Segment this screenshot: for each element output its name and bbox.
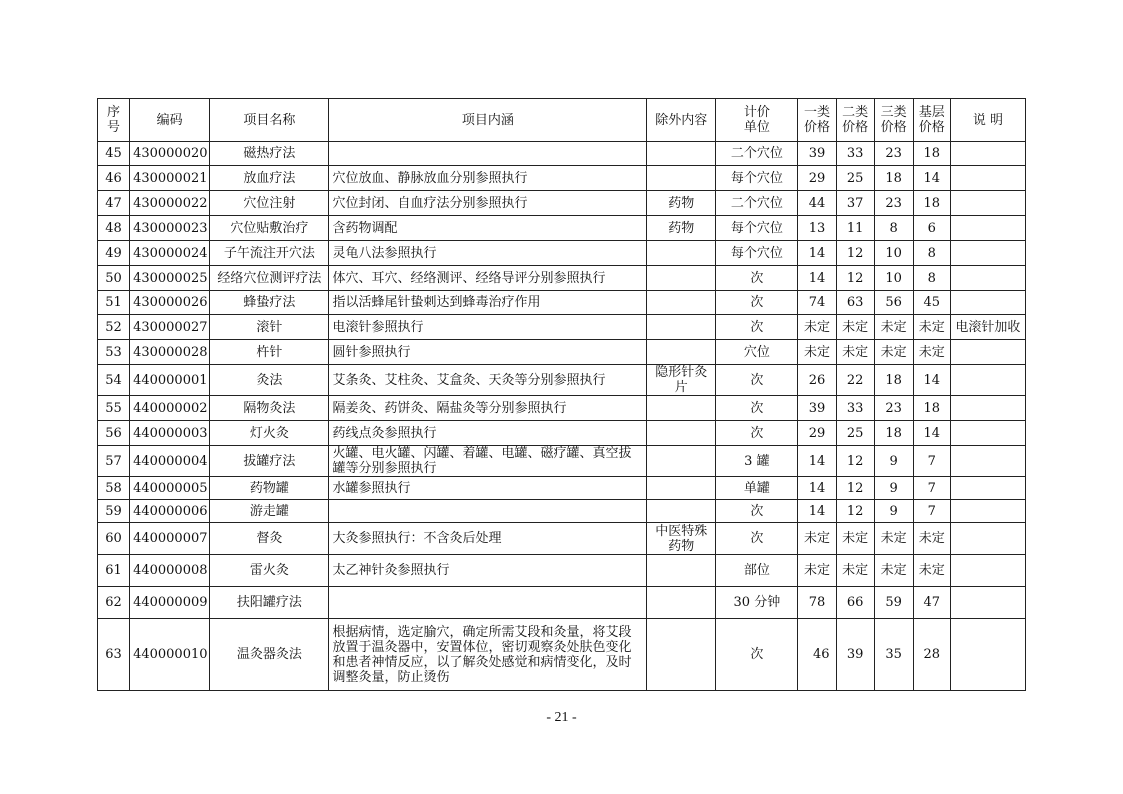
cell-price2: 63 bbox=[836, 291, 874, 315]
cell-name: 隔物灸法 bbox=[210, 396, 329, 421]
cell-price3: 未定 bbox=[874, 315, 913, 340]
cell-price2: 39 bbox=[836, 619, 874, 691]
cell-name: 督灸 bbox=[210, 523, 329, 555]
cell-price2: 33 bbox=[836, 396, 874, 421]
cell-content: 隔姜灸、药饼灸、隔盐灸等分别参照执行 bbox=[329, 396, 647, 421]
table-row bbox=[98, 446, 1026, 477]
cell-content: 含药物调配 bbox=[329, 216, 647, 241]
cell-price3: 9 bbox=[874, 500, 913, 523]
cell-note bbox=[950, 396, 1025, 421]
cell-unit: 次 bbox=[716, 619, 798, 691]
cell-price3: 23 bbox=[874, 396, 913, 421]
cell-content: 灵龟八法参照执行 bbox=[329, 241, 647, 266]
cell-exclude bbox=[647, 266, 716, 291]
cell-exclude bbox=[647, 421, 716, 446]
cell-note bbox=[950, 216, 1025, 241]
header-unit bbox=[716, 99, 798, 142]
cell-base-price: 7 bbox=[913, 446, 950, 477]
cell-code: 440000010 bbox=[130, 619, 210, 691]
cell-exclude: 药物 bbox=[647, 216, 716, 241]
header-base-price bbox=[913, 99, 950, 142]
cell-note: 电滚针加收 bbox=[950, 315, 1025, 340]
cell-price3: 10 bbox=[874, 241, 913, 266]
cell-price1: 未定 bbox=[798, 340, 836, 365]
cell-seq: 61 bbox=[98, 555, 130, 587]
cell-price3: 56 bbox=[874, 291, 913, 315]
cell-code: 430000025 bbox=[130, 266, 210, 291]
cell-code: 440000009 bbox=[130, 587, 210, 619]
cell-code: 430000020 bbox=[130, 142, 210, 166]
cell-code: 430000022 bbox=[130, 191, 210, 216]
cell-name: 雷火灸 bbox=[210, 555, 329, 587]
cell-price1: 26 bbox=[798, 365, 836, 396]
table-row bbox=[98, 555, 1026, 587]
cell-exclude bbox=[647, 340, 716, 365]
cell-unit: 部位 bbox=[716, 555, 798, 587]
header-exclude: 除外内容 bbox=[647, 99, 716, 142]
cell-name: 穴位注射 bbox=[210, 191, 329, 216]
cell-content: 穴位放血、静脉放血分别参照执行 bbox=[329, 166, 647, 191]
cell-note bbox=[950, 142, 1025, 166]
cell-price3: 9 bbox=[874, 446, 913, 477]
cell-code: 440000003 bbox=[130, 421, 210, 446]
cell-price2: 12 bbox=[836, 446, 874, 477]
table-row bbox=[98, 619, 1026, 691]
cell-unit: 次 bbox=[716, 396, 798, 421]
cell-name: 扶阳罐疗法 bbox=[210, 587, 329, 619]
cell-note bbox=[950, 291, 1025, 315]
cell-price1: 14 bbox=[798, 500, 836, 523]
cell-content bbox=[329, 142, 647, 166]
table-row bbox=[98, 191, 1026, 216]
cell-unit: 穴位 bbox=[716, 340, 798, 365]
cell-base-price: 28 bbox=[913, 619, 950, 691]
cell-exclude bbox=[647, 396, 716, 421]
cell-name: 磁热疗法 bbox=[210, 142, 329, 166]
cell-base-price: 8 bbox=[913, 266, 950, 291]
cell-price1: 39 bbox=[798, 396, 836, 421]
cell-code: 440000007 bbox=[130, 523, 210, 555]
cell-seq: 52 bbox=[98, 315, 130, 340]
cell-code: 430000028 bbox=[130, 340, 210, 365]
cell-price1: 39 bbox=[798, 142, 836, 166]
table-row bbox=[98, 396, 1026, 421]
table-header-row bbox=[98, 99, 1026, 142]
cell-seq: 45 bbox=[98, 142, 130, 166]
price-table bbox=[97, 98, 1026, 691]
table-body bbox=[98, 142, 1026, 691]
cell-price3: 18 bbox=[874, 421, 913, 446]
cell-exclude bbox=[647, 315, 716, 340]
cell-price2: 25 bbox=[836, 421, 874, 446]
cell-code: 430000021 bbox=[130, 166, 210, 191]
cell-base-price: 18 bbox=[913, 396, 950, 421]
cell-note bbox=[950, 241, 1025, 266]
table-row bbox=[98, 340, 1026, 365]
cell-price2: 未定 bbox=[836, 315, 874, 340]
cell-exclude bbox=[647, 500, 716, 523]
cell-base-price: 未定 bbox=[913, 555, 950, 587]
header-price2 bbox=[836, 99, 874, 142]
header-price3 bbox=[874, 99, 913, 142]
cell-content: 艾条灸、艾柱灸、艾盒灸、天灸等分别参照执行 bbox=[329, 365, 647, 396]
cell-seq: 57 bbox=[98, 446, 130, 477]
cell-note bbox=[950, 587, 1025, 619]
cell-exclude bbox=[647, 477, 716, 500]
cell-unit: 次 bbox=[716, 523, 798, 555]
cell-note bbox=[950, 421, 1025, 446]
cell-unit: 次 bbox=[716, 365, 798, 396]
cell-base-price: 8 bbox=[913, 241, 950, 266]
header-price3-line1: 三类 bbox=[880, 105, 907, 120]
cell-name: 温灸器灸法 bbox=[210, 619, 329, 691]
header-seq: 序号 bbox=[98, 99, 130, 142]
cell-note bbox=[950, 477, 1025, 500]
cell-base-price: 14 bbox=[913, 166, 950, 191]
cell-exclude bbox=[647, 241, 716, 266]
cell-name: 灸法 bbox=[210, 365, 329, 396]
cell-code: 430000023 bbox=[130, 216, 210, 241]
cell-name: 拔罐疗法 bbox=[210, 446, 329, 477]
cell-price1: 74 bbox=[798, 291, 836, 315]
cell-price2: 未定 bbox=[836, 555, 874, 587]
cell-exclude bbox=[647, 166, 716, 191]
cell-price3: 23 bbox=[874, 142, 913, 166]
cell-price2: 25 bbox=[836, 166, 874, 191]
table-row bbox=[98, 500, 1026, 523]
cell-price3: 59 bbox=[874, 587, 913, 619]
cell-content bbox=[329, 500, 647, 523]
header-unit-line1: 计价 bbox=[743, 105, 770, 120]
header-price1-line1: 一类 bbox=[804, 105, 831, 120]
cell-unit: 次 bbox=[716, 315, 798, 340]
cell-seq: 56 bbox=[98, 421, 130, 446]
cell-price2: 12 bbox=[836, 241, 874, 266]
cell-exclude bbox=[647, 619, 716, 691]
cell-unit: 30 分钟 bbox=[716, 587, 798, 619]
cell-price1: 14 bbox=[798, 446, 836, 477]
cell-content: 指以活蜂尾针蛰刺达到蜂毒治疗作用 bbox=[329, 291, 647, 315]
cell-exclude: 隐形针灸片 bbox=[647, 365, 716, 396]
cell-name: 滚针 bbox=[210, 315, 329, 340]
cell-seq: 50 bbox=[98, 266, 130, 291]
cell-content bbox=[329, 587, 647, 619]
cell-price1: 14 bbox=[798, 266, 836, 291]
cell-price2: 37 bbox=[836, 191, 874, 216]
cell-note bbox=[950, 619, 1025, 691]
cell-price2: 12 bbox=[836, 266, 874, 291]
header-price2-line1: 二类 bbox=[842, 105, 869, 120]
cell-price1: 未定 bbox=[798, 523, 836, 555]
header-base-line1: 基层 bbox=[918, 105, 945, 120]
cell-price1: 44 bbox=[798, 191, 836, 216]
cell-price2: 未定 bbox=[836, 523, 874, 555]
cell-exclude: 中医特殊药物 bbox=[647, 523, 716, 555]
table-row bbox=[98, 523, 1026, 555]
header-price3-line2: 价格 bbox=[880, 120, 907, 135]
cell-content: 穴位封闭、自血疗法分别参照执行 bbox=[329, 191, 647, 216]
cell-exclude bbox=[647, 291, 716, 315]
cell-seq: 54 bbox=[98, 365, 130, 396]
cell-unit: 二个穴位 bbox=[716, 191, 798, 216]
cell-unit: 次 bbox=[716, 291, 798, 315]
cell-base-price: 14 bbox=[913, 365, 950, 396]
table-row bbox=[98, 266, 1026, 291]
cell-price1: 14 bbox=[798, 477, 836, 500]
cell-note bbox=[950, 365, 1025, 396]
cell-base-price: 未定 bbox=[913, 315, 950, 340]
cell-price1: 14 bbox=[798, 241, 836, 266]
cell-price3: 9 bbox=[874, 477, 913, 500]
cell-price2: 12 bbox=[836, 477, 874, 500]
cell-price3: 10 bbox=[874, 266, 913, 291]
cell-price3: 未定 bbox=[874, 523, 913, 555]
cell-price3: 35 bbox=[874, 619, 913, 691]
cell-seq: 59 bbox=[98, 500, 130, 523]
cell-name: 杵针 bbox=[210, 340, 329, 365]
table-row bbox=[98, 142, 1026, 166]
cell-price2: 未定 bbox=[836, 340, 874, 365]
cell-note bbox=[950, 266, 1025, 291]
cell-name: 药物罐 bbox=[210, 477, 329, 500]
cell-exclude bbox=[647, 587, 716, 619]
page-number: - 21 - bbox=[546, 710, 577, 725]
cell-unit: 每个穴位 bbox=[716, 166, 798, 191]
cell-price1: 13 bbox=[798, 216, 836, 241]
cell-seq: 48 bbox=[98, 216, 130, 241]
header-price1-line2: 价格 bbox=[804, 120, 831, 135]
cell-content: 根据病情，选定腧穴，确定所需艾段和灸量，将艾段放置于温灸器中，安置体位，密切观察灸处肤色变化和患者神情反应，以了解灸处感觉和病情变化，及时调整灸量，防止烫伤 bbox=[329, 619, 647, 691]
table-row bbox=[98, 421, 1026, 446]
cell-content: 火罐、电火罐、闪罐、着罐、电罐、磁疗罐、真空拔罐等分别参照执行 bbox=[329, 446, 647, 477]
cell-price3: 8 bbox=[874, 216, 913, 241]
cell-unit: 单罐 bbox=[716, 477, 798, 500]
cell-name: 放血疗法 bbox=[210, 166, 329, 191]
cell-content: 体穴、耳穴、经络测评、经络导评分别参照执行 bbox=[329, 266, 647, 291]
cell-code: 440000002 bbox=[130, 396, 210, 421]
table-row bbox=[98, 315, 1026, 340]
cell-code: 430000024 bbox=[130, 241, 210, 266]
header-code: 编码 bbox=[130, 99, 210, 142]
cell-name: 经络穴位测评疗法 bbox=[210, 266, 329, 291]
cell-seq: 60 bbox=[98, 523, 130, 555]
cell-seq: 58 bbox=[98, 477, 130, 500]
cell-seq: 51 bbox=[98, 291, 130, 315]
cell-code: 430000027 bbox=[130, 315, 210, 340]
cell-name: 子午流注开穴法 bbox=[210, 241, 329, 266]
header-base-line2: 价格 bbox=[918, 120, 945, 135]
cell-content: 水罐参照执行 bbox=[329, 477, 647, 500]
cell-note bbox=[950, 500, 1025, 523]
cell-price1: 未定 bbox=[798, 315, 836, 340]
cell-note bbox=[950, 191, 1025, 216]
cell-base-price: 45 bbox=[913, 291, 950, 315]
cell-price2: 66 bbox=[836, 587, 874, 619]
cell-price1: 29 bbox=[798, 166, 836, 191]
cell-price1: 46 bbox=[798, 619, 836, 691]
cell-seq: 53 bbox=[98, 340, 130, 365]
cell-price3: 未定 bbox=[874, 555, 913, 587]
cell-exclude bbox=[647, 555, 716, 587]
cell-exclude: 药物 bbox=[647, 191, 716, 216]
cell-exclude bbox=[647, 142, 716, 166]
cell-exclude bbox=[647, 446, 716, 477]
cell-note bbox=[950, 166, 1025, 191]
cell-name: 蜂蛰疗法 bbox=[210, 291, 329, 315]
cell-base-price: 6 bbox=[913, 216, 950, 241]
cell-note bbox=[950, 340, 1025, 365]
cell-price1: 29 bbox=[798, 421, 836, 446]
cell-content: 药线点灸参照执行 bbox=[329, 421, 647, 446]
cell-base-price: 未定 bbox=[913, 340, 950, 365]
cell-price3: 未定 bbox=[874, 340, 913, 365]
cell-unit: 次 bbox=[716, 266, 798, 291]
cell-code: 440000006 bbox=[130, 500, 210, 523]
cell-content: 电滚针参照执行 bbox=[329, 315, 647, 340]
cell-unit: 次 bbox=[716, 500, 798, 523]
table-row bbox=[98, 587, 1026, 619]
cell-price1: 78 bbox=[798, 587, 836, 619]
cell-seq: 55 bbox=[98, 396, 130, 421]
cell-base-price: 18 bbox=[913, 191, 950, 216]
cell-base-price: 未定 bbox=[913, 523, 950, 555]
cell-price2: 22 bbox=[836, 365, 874, 396]
table-row bbox=[98, 241, 1026, 266]
header-price1 bbox=[798, 99, 836, 142]
cell-price2: 33 bbox=[836, 142, 874, 166]
cell-note bbox=[950, 555, 1025, 587]
header-name: 项目名称 bbox=[210, 99, 329, 142]
cell-seq: 62 bbox=[98, 587, 130, 619]
header-price2-line2: 价格 bbox=[842, 120, 869, 135]
cell-unit: 次 bbox=[716, 421, 798, 446]
cell-unit: 3 罐 bbox=[716, 446, 798, 477]
cell-name: 穴位贴敷治疗 bbox=[210, 216, 329, 241]
cell-base-price: 7 bbox=[913, 500, 950, 523]
cell-base-price: 7 bbox=[913, 477, 950, 500]
header-unit-line2: 单位 bbox=[743, 120, 770, 135]
cell-content: 太乙神针灸参照执行 bbox=[329, 555, 647, 587]
table-row bbox=[98, 477, 1026, 500]
cell-price2: 12 bbox=[836, 500, 874, 523]
cell-base-price: 47 bbox=[913, 587, 950, 619]
cell-note bbox=[950, 523, 1025, 555]
cell-base-price: 14 bbox=[913, 421, 950, 446]
cell-content: 大灸参照执行：不含灸后处理 bbox=[329, 523, 647, 555]
cell-seq: 49 bbox=[98, 241, 130, 266]
cell-name: 游走罐 bbox=[210, 500, 329, 523]
cell-base-price: 18 bbox=[913, 142, 950, 166]
cell-code: 440000001 bbox=[130, 365, 210, 396]
table-row bbox=[98, 291, 1026, 315]
cell-seq: 63 bbox=[98, 619, 130, 691]
cell-unit: 二个穴位 bbox=[716, 142, 798, 166]
cell-name: 灯火灸 bbox=[210, 421, 329, 446]
cell-price3: 23 bbox=[874, 191, 913, 216]
cell-code: 440000008 bbox=[130, 555, 210, 587]
cell-code: 440000005 bbox=[130, 477, 210, 500]
cell-price2: 11 bbox=[836, 216, 874, 241]
cell-price1: 未定 bbox=[798, 555, 836, 587]
cell-code: 440000004 bbox=[130, 446, 210, 477]
table-row bbox=[98, 166, 1026, 191]
cell-price3: 18 bbox=[874, 166, 913, 191]
header-note: 说 明 bbox=[950, 99, 1025, 142]
cell-price3: 18 bbox=[874, 365, 913, 396]
cell-note bbox=[950, 446, 1025, 477]
cell-seq: 46 bbox=[98, 166, 130, 191]
cell-code: 430000026 bbox=[130, 291, 210, 315]
header-content: 项目内涵 bbox=[329, 99, 647, 142]
cell-content: 圆针参照执行 bbox=[329, 340, 647, 365]
cell-unit: 每个穴位 bbox=[716, 241, 798, 266]
table-row bbox=[98, 365, 1026, 396]
table-row bbox=[98, 216, 1026, 241]
cell-seq: 47 bbox=[98, 191, 130, 216]
cell-unit: 每个穴位 bbox=[716, 216, 798, 241]
